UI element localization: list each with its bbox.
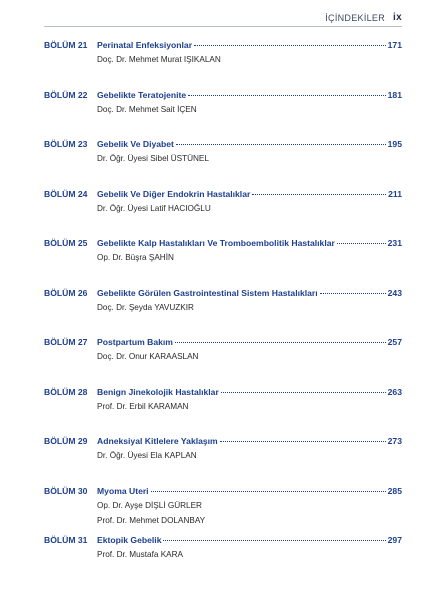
chapter-number: BÖLÜM 30 <box>44 485 88 496</box>
chapter-title-line[interactable] <box>97 40 402 50</box>
chapter-number: BÖLÜM 26 <box>44 287 88 298</box>
chapter-title[interactable]: Adneksiyal Kitlelere Yaklaşım <box>97 436 218 446</box>
dot-leader <box>337 243 386 244</box>
chapter-number: BÖLÜM 29 <box>44 436 88 446</box>
chapter-author: Prof. Dr. Mehmet DOLANBAY <box>97 515 206 525</box>
section-title: İÇİNDEKİLER <box>325 12 386 23</box>
chapter-author: Doç. Dr. Şeyda YAVUZKIR <box>97 302 194 312</box>
chapter-title[interactable]: Myoma Uteri <box>97 485 149 496</box>
chapter-title-line[interactable] <box>97 387 402 397</box>
chapter-title[interactable]: Gebelik Ve Diğer Endokrin Hastalıklar <box>97 188 251 199</box>
chapter-title-line[interactable] <box>97 436 402 446</box>
chapter-title-line[interactable] <box>97 189 402 199</box>
dot-leader <box>176 144 386 145</box>
toc-entry <box>0 436 426 486</box>
chapter-title[interactable]: Gebelik Ve Diyabet <box>97 139 174 149</box>
chapter-page-number[interactable]: 171 <box>387 40 402 50</box>
chapter-title[interactable]: Gebelikte Görülen Gastrointestinal Sistem Hastalıkları <box>97 287 318 298</box>
toc-entry <box>0 337 426 387</box>
chapter-title[interactable]: Perinatal Enfeksiyonlar <box>97 40 193 50</box>
chapter-page-number[interactable]: 211 <box>388 188 402 199</box>
toc-entry <box>0 139 426 189</box>
chapter-author: Op. Dr. Ayşe DİŞLİ GÜRLER <box>97 500 202 510</box>
dot-leader <box>175 342 386 343</box>
chapter-title[interactable]: Gebelikte Kalp Hastalıkları Ve Tromboembolitik Hastalıklar <box>97 238 335 248</box>
toc-entry <box>0 238 426 288</box>
chapter-author: Dr. Öğr. Üyesi Latif HACIOĞLU <box>97 203 211 213</box>
chapter-number: BÖLÜM 23 <box>44 139 88 149</box>
toc-entry <box>0 387 426 437</box>
chapter-page-number[interactable]: 181 <box>387 89 402 100</box>
toc-entry <box>0 535 426 585</box>
chapter-page-number[interactable]: 243 <box>387 287 402 298</box>
chapter-page-number[interactable]: 297 <box>387 535 402 545</box>
chapter-number: BÖLÜM 28 <box>44 386 88 397</box>
chapter-title-line[interactable] <box>97 139 402 149</box>
chapter-author: Dr. Öğr. Üyesi Ela KAPLAN <box>97 451 197 460</box>
chapter-title-line[interactable] <box>97 238 402 248</box>
dot-leader <box>252 194 386 195</box>
chapter-title[interactable]: Gebelikte Teratojenite <box>97 89 187 100</box>
running-header <box>325 12 402 23</box>
chapter-title-line[interactable] <box>97 288 402 298</box>
chapter-number: BÖLÜM 21 <box>44 40 88 50</box>
chapter-title[interactable]: Postpartum Bakım <box>97 337 173 347</box>
chapter-number: BÖLÜM 25 <box>44 238 88 248</box>
chapter-page-number[interactable]: 257 <box>387 337 402 347</box>
chapter-author: Doç. Dr. Mehmet Murat IŞIKALAN <box>97 55 221 64</box>
chapter-title[interactable]: Ektopik Gebelik <box>97 535 162 545</box>
chapter-number: BÖLÜM 27 <box>44 337 88 347</box>
table-of-contents <box>0 40 426 585</box>
chapter-page-number[interactable]: 285 <box>387 485 402 496</box>
chapter-number: BÖLÜM 24 <box>44 188 88 199</box>
dot-leader <box>220 441 386 442</box>
chapter-author: Prof. Dr. Mustafa KARA <box>97 550 183 559</box>
chapter-author: Op. Dr. Büşra ŞAHİN <box>97 253 174 262</box>
chapter-page-number[interactable]: 263 <box>387 386 402 397</box>
header-rule <box>44 26 402 27</box>
dot-leader <box>194 45 386 46</box>
chapter-author: Doç. Dr. Onur KARAASLAN <box>97 352 199 361</box>
chapter-title-line[interactable] <box>97 90 402 100</box>
toc-entry <box>0 288 426 338</box>
toc-entry <box>0 90 426 140</box>
chapter-page-number[interactable]: 273 <box>387 436 402 446</box>
chapter-title[interactable]: Benign Jinekolojik Hastalıklar <box>97 386 219 397</box>
chapter-number: BÖLÜM 22 <box>44 89 88 100</box>
chapter-title-line[interactable] <box>97 486 402 496</box>
dot-leader <box>163 540 385 541</box>
toc-entry <box>0 40 426 90</box>
page-number: ix <box>393 12 402 23</box>
chapter-title-line[interactable] <box>97 535 402 545</box>
dot-leader <box>221 392 386 393</box>
dot-leader <box>320 293 386 294</box>
chapter-page-number[interactable]: 195 <box>387 139 402 149</box>
toc-entry <box>0 189 426 239</box>
chapter-author: Prof. Dr. Erbil KARAMAN <box>97 401 189 411</box>
chapter-author: Doç. Dr. Mehmet Sait İÇEN <box>97 104 197 114</box>
dot-leader <box>188 95 386 96</box>
dot-leader <box>151 491 386 492</box>
chapter-title-line[interactable] <box>97 337 402 347</box>
chapter-page-number[interactable]: 231 <box>387 238 402 248</box>
chapter-author: Dr. Öğr. Üyesi Sibel ÜSTÜNEL <box>97 154 209 163</box>
chapter-number: BÖLÜM 31 <box>44 535 88 545</box>
toc-entry <box>0 486 426 536</box>
